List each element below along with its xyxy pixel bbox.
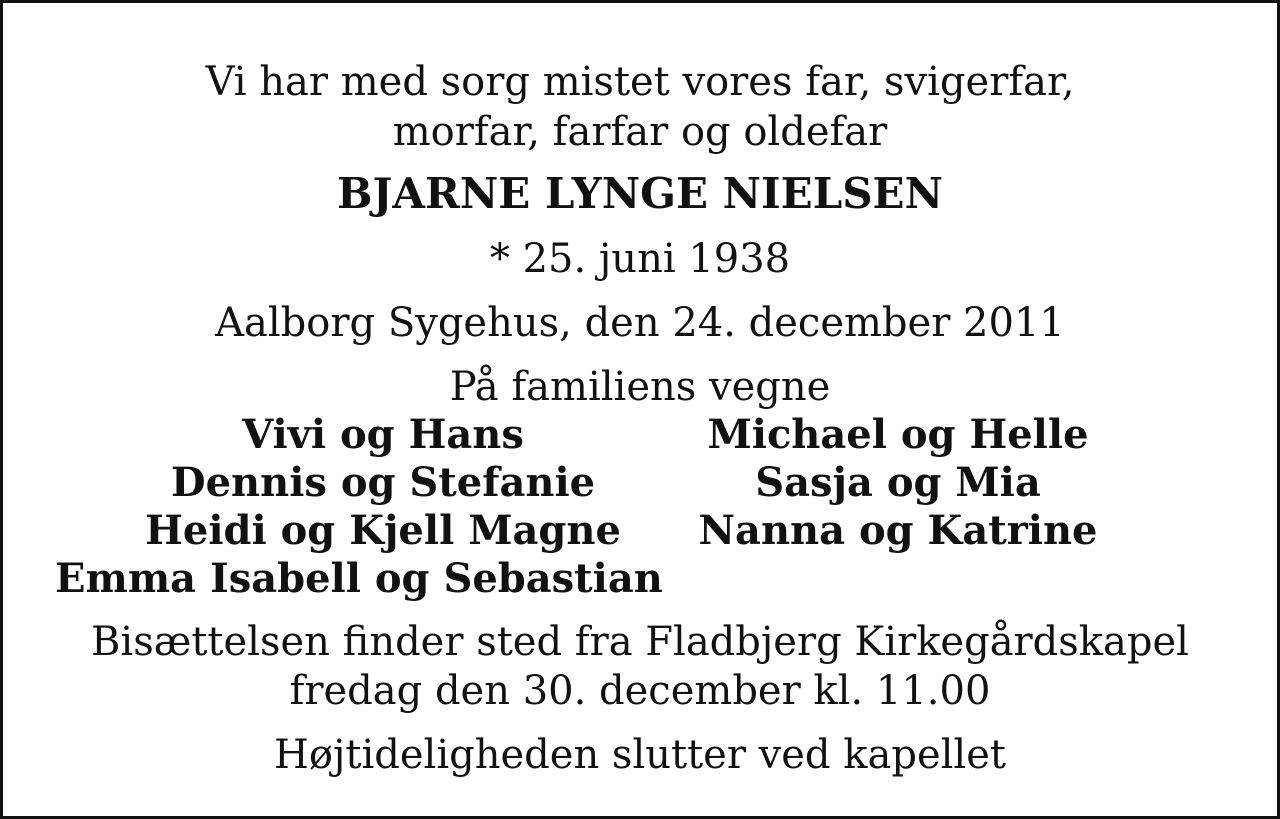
family-member-right-2: Sasja og Mia	[755, 459, 1041, 506]
intro-line-2: morfar, farfar og oldefar	[392, 109, 888, 155]
family-member-left-2: Dennis og Stefanie	[170, 459, 596, 506]
birth-date: * 25. juni 1938	[489, 236, 791, 282]
family-column-right	[563, 411, 1233, 555]
family-member-last: Emma Isabell og Sebastian	[55, 555, 663, 602]
funeral-line-2: fredag den 30. december kl. 11.00	[289, 668, 991, 714]
family-member-left-1: Vivi og Hans	[242, 411, 524, 458]
family-member-right-1: Michael og Helle	[707, 411, 1089, 458]
death-place-date: Aalborg Sygehus, den 24. december 2011	[215, 300, 1065, 346]
family-member-right-3: Nanna og Katrine	[698, 507, 1098, 554]
family-member-left-3: Heidi og Kjell Magne	[145, 507, 621, 554]
deceased-name: BJARNE LYNGE NIELSEN	[337, 169, 943, 218]
on-behalf-heading: På familiens vegne	[449, 364, 831, 410]
closing-line: Højtideligheden slutter ved kapellet	[274, 732, 1006, 778]
intro-line-1: Vi har med sorg mistet vores far, svigerfar,	[205, 59, 1075, 105]
funeral-line-1: Bisættelsen finder sted fra Fladbjerg Kirkegårdskapel	[91, 619, 1189, 665]
